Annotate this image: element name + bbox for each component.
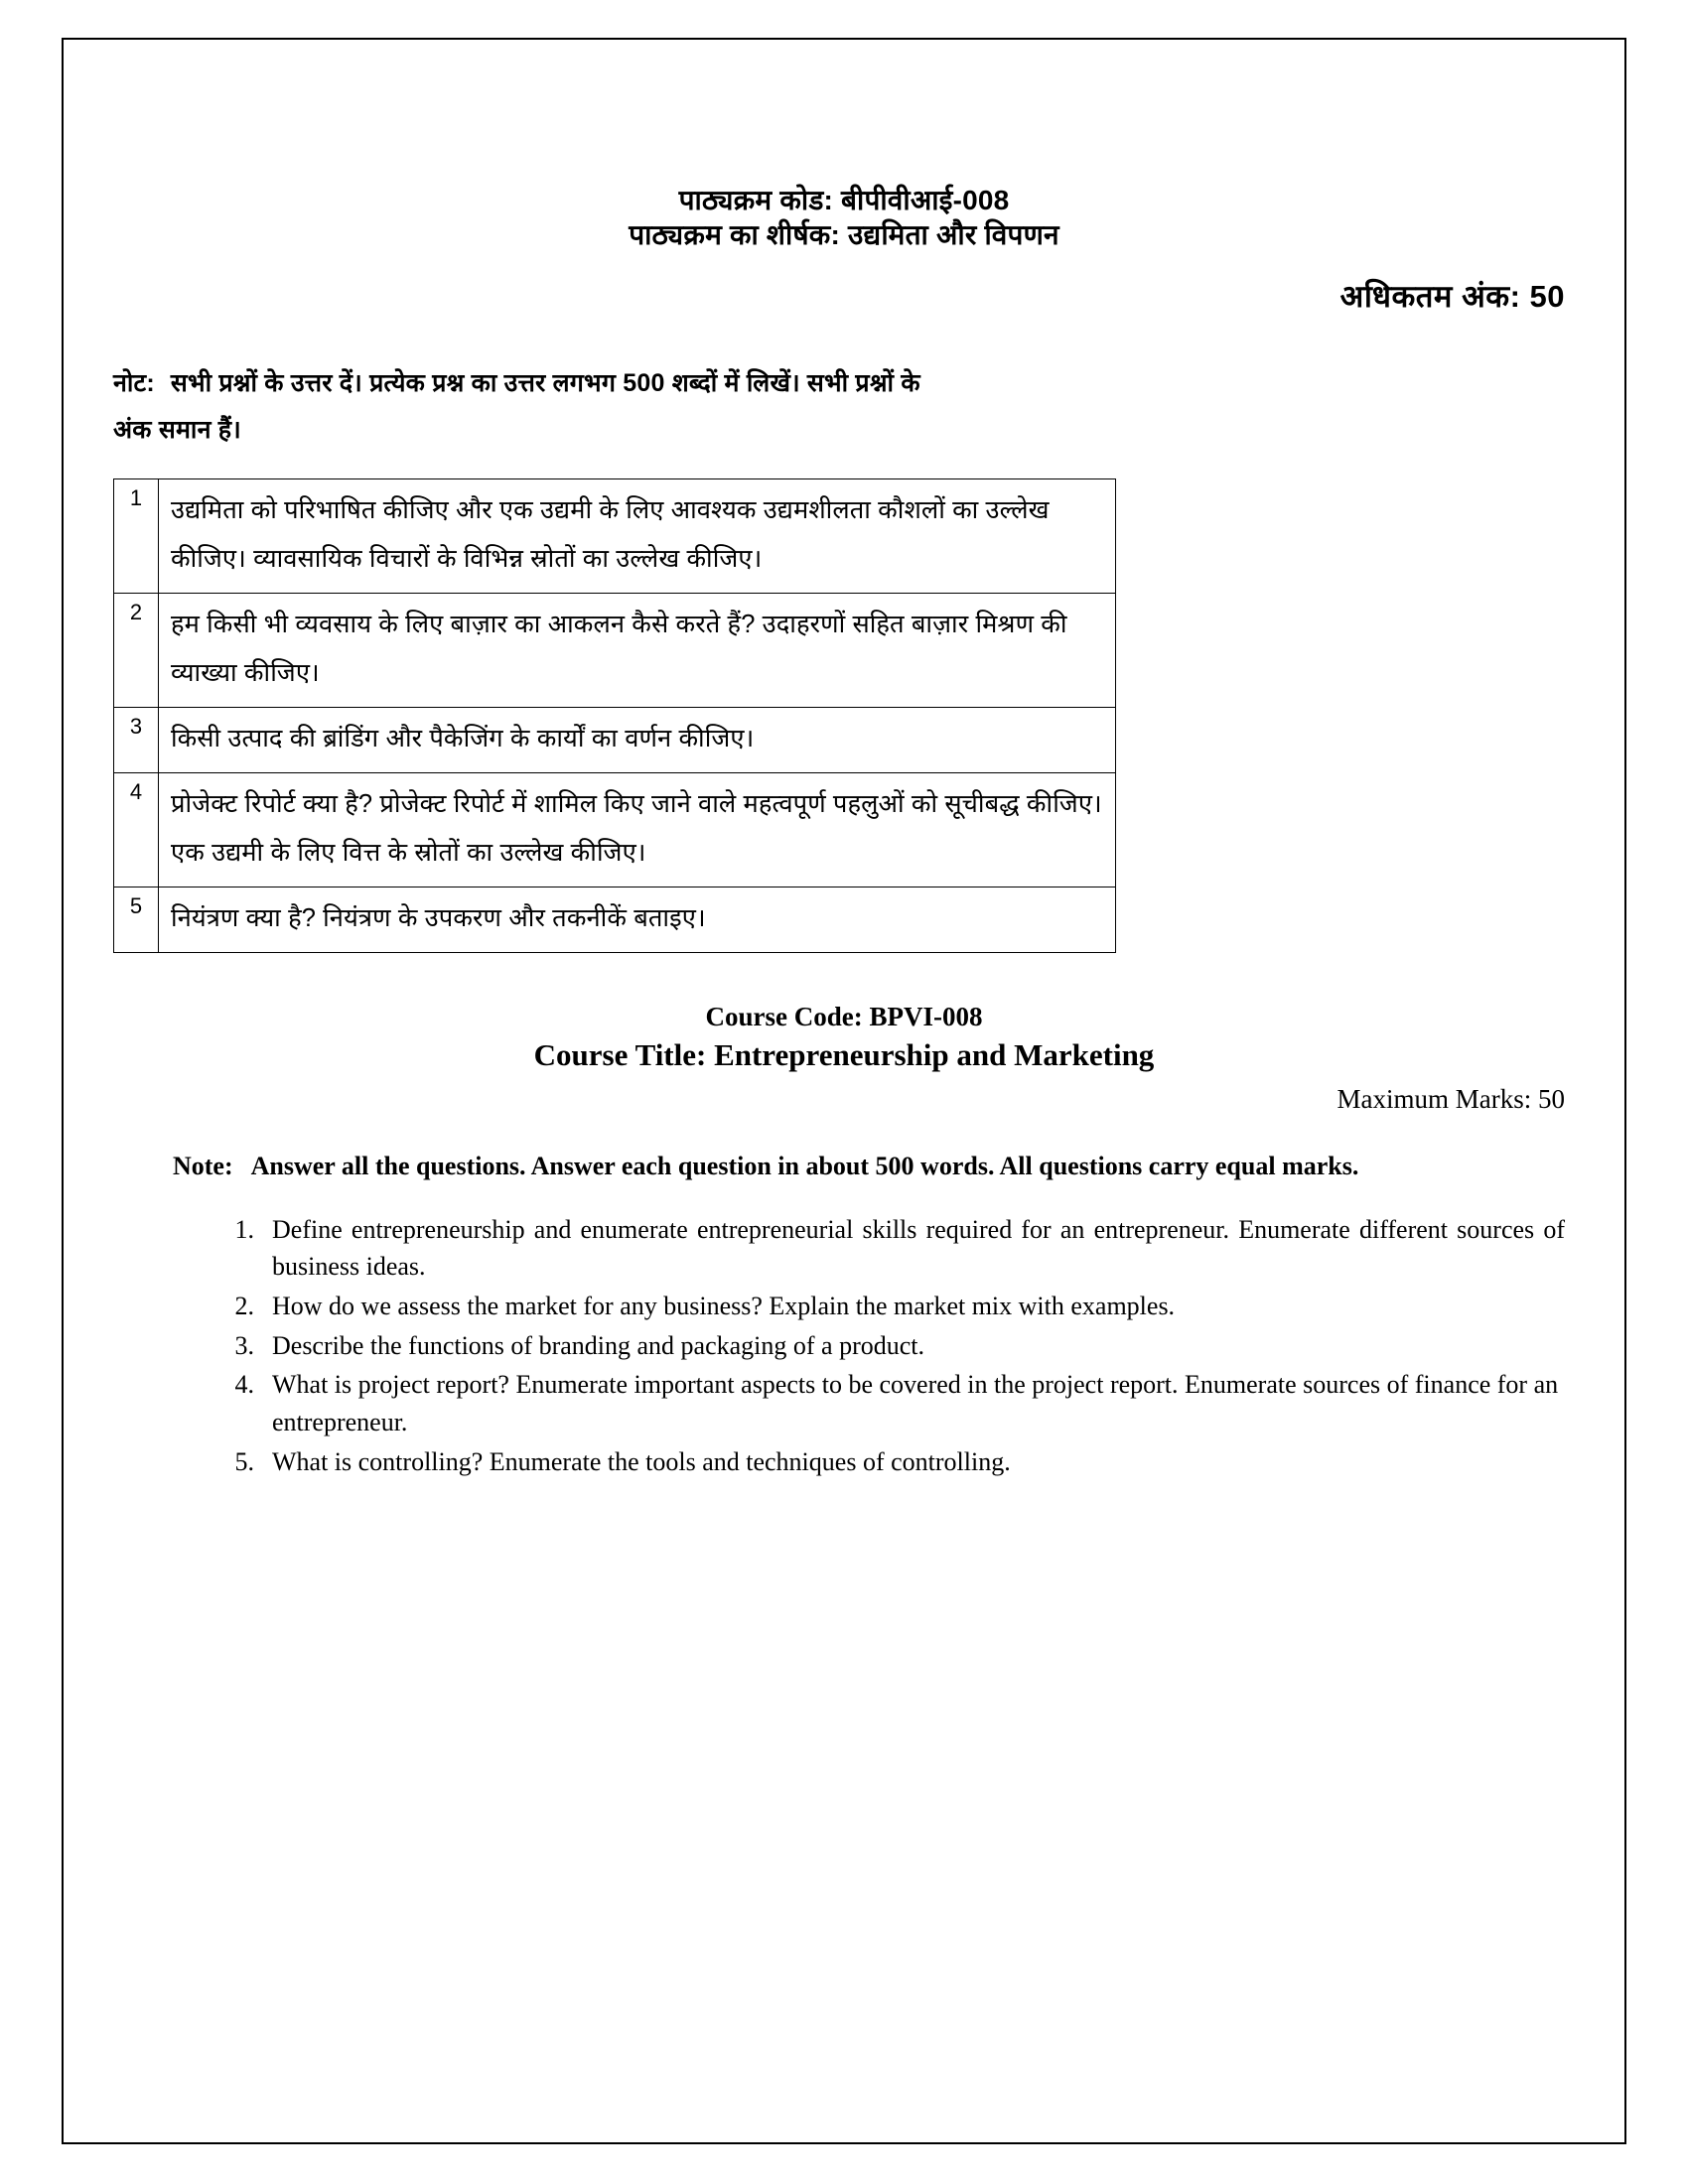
english-course-code: Course Code: BPVI-008	[705, 1001, 983, 1031]
question-number: 4	[114, 772, 159, 887]
hindi-course-code: पाठ्यक्रम कोड: बीपीवीआई-008	[678, 185, 1010, 215]
list-item	[212, 1288, 1565, 1325]
english-question-number: 1.	[234, 1214, 254, 1244]
question-text: उद्यमिता को परिभाषित कीजिए और एक उद्यमी के लिए आवश्यक उद्यमशीलता कौशलों का उल्लेख कीजिए। व्यावसायिक विचारों के विभिन्न स्रोतों का उल्लेख कीजिए।	[159, 478, 1116, 593]
question-number: 1	[114, 478, 159, 593]
page-content	[62, 38, 1626, 2144]
list-item	[212, 1366, 1565, 1440]
english-section	[62, 953, 1626, 1481]
english-question-number: 5.	[234, 1446, 254, 1476]
english-questions-list	[212, 1211, 1565, 1481]
english-question-text: What is controlling? Enumerate the tools and techniques of controlling.	[272, 1446, 1011, 1476]
question-text: हम किसी भी व्यवसाय के लिए बाज़ार का आकलन कैसे करते हैं? उदाहरणों सहित बाज़ार मिश्रण की व्याख्या कीजिए।	[159, 593, 1116, 707]
question-text: किसी उत्पाद की ब्रांडिंग और पैकेजिंग के कार्यों का वर्णन कीजिए।	[159, 707, 1116, 772]
hindi-questions-table	[113, 478, 1116, 953]
english-question-number: 3.	[234, 1330, 254, 1360]
hindi-course-title: पाठ्यक्रम का शीर्षक: उद्यमिता और विपणन	[629, 219, 1059, 250]
hindi-section	[62, 38, 1626, 953]
list-item	[212, 1211, 1565, 1286]
question-number: 3	[114, 707, 159, 772]
hindi-note-line1: सभी प्रश्नों के उत्तर दें। प्रत्येक प्रश्न का उत्तर लगभग 500 शब्दों में लिखें। सभी प्रश्नों के	[170, 369, 920, 398]
english-question-text: Define entrepreneurship and enumerate entrepreneurial skills required for an entrepreneur. Enumerate different sources of business ideas.	[272, 1214, 1565, 1282]
table-row	[114, 887, 1116, 952]
english-question-text: How do we assess the market for any business? Explain the market mix with examples.	[272, 1292, 1176, 1321]
question-text: प्रोजेक्ट रिपोर्ट क्या है? प्रोजेक्ट रिपोर्ट में शामिल किए जाने वाले महत्वपूर्ण पहलुओं को सूचीबद्ध कीजिए। एक उद्यमी के लिए वित्त के स्रोतों का उल्लेख कीजिए।	[159, 772, 1116, 887]
english-note-text: Answer all the questions. Answer each question in about 500 words. All questions carry equal marks.	[250, 1151, 1359, 1180]
table-row	[114, 772, 1116, 887]
hindi-note-line2: अंक समान हैं।	[113, 415, 241, 444]
hindi-note	[113, 360, 1571, 453]
table-row	[114, 478, 1116, 593]
english-note-label: Note:	[173, 1151, 233, 1180]
english-question-text: Describe the functions of branding and packaging of a product.	[272, 1330, 925, 1360]
table-row	[114, 707, 1116, 772]
english-question-number: 4.	[234, 1370, 254, 1400]
question-text: नियंत्रण क्या है? नियंत्रण के उपकरण और तकनीकें बताइए।	[159, 887, 1116, 952]
hindi-maximum-marks: अधिकतम अंक: 50	[1339, 279, 1565, 315]
english-question-text: What is project report? Enumerate important aspects to be covered in the project report. Enumerate sources of finance for an entrepreneur.	[272, 1370, 1559, 1437]
table-row	[114, 593, 1116, 707]
english-note	[173, 1149, 1567, 1185]
list-item	[212, 1327, 1565, 1365]
english-course-title: Course Title: Entrepreneurship and Marketing	[533, 1036, 1155, 1072]
list-item	[212, 1443, 1565, 1481]
english-question-number: 2.	[234, 1292, 254, 1321]
question-number: 2	[114, 593, 159, 707]
english-maximum-marks: Maximum Marks: 50	[1336, 1083, 1565, 1114]
hindi-note-label: नोट:	[113, 369, 155, 398]
question-number: 5	[114, 887, 159, 952]
